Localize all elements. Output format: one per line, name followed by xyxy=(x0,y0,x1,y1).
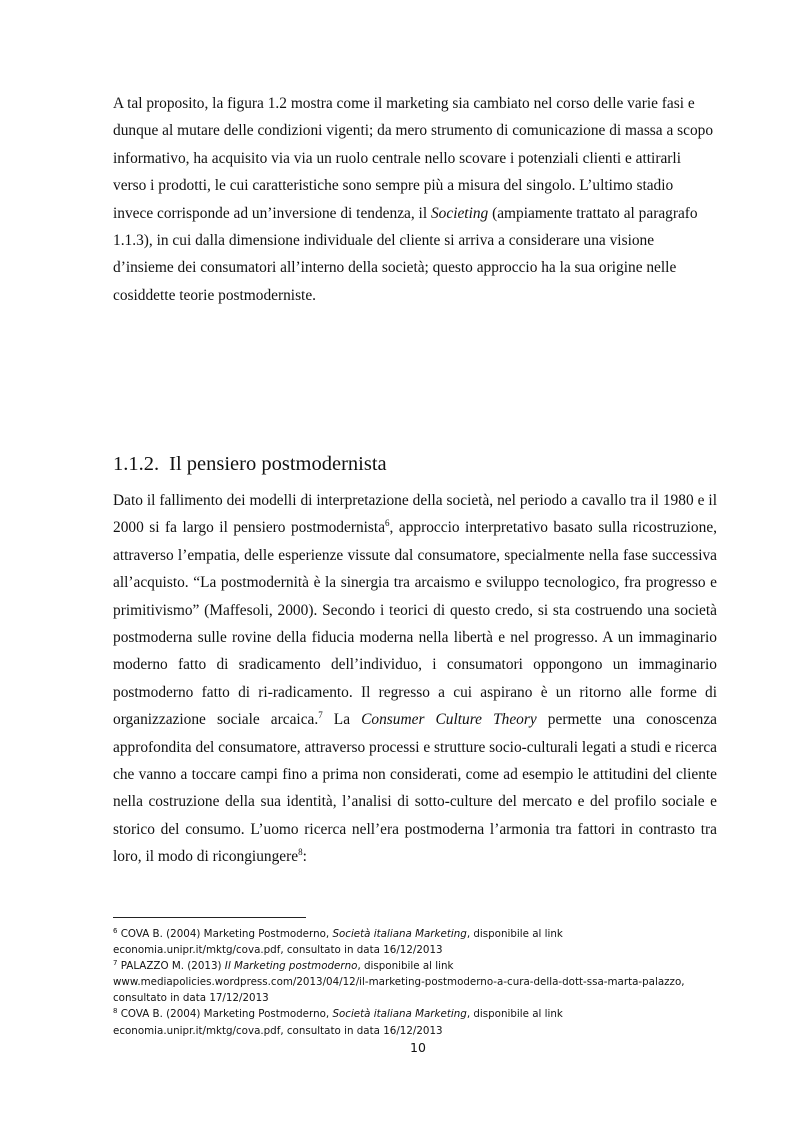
footnote-number: 7 xyxy=(113,959,118,968)
footnote-link-text: economia.unipr.it/mktg/cova.pdf, consultato in data 16/12/2013 xyxy=(113,944,443,957)
footnote-number: 6 xyxy=(113,927,118,935)
footnotes xyxy=(113,926,723,1039)
footnote-ref-8[interactable]: 8 xyxy=(298,847,303,858)
main-paragraph-text: Dato il fallimento dei modelli di interpretazione della società, nel periodo a cavallo tra il 1980 e il 2000 si fa largo il pensiero postmodernista$^6$, approccio interpretativo basato sulla ricostruzione, attraverso l’empatia, delle esperienze vissute dal consumatore, specialmente nella fase successiva all’acquisto. “La postmodernità è la sinergia tra arcaismo e sviluppo tecnologico, fra progresso e primitivismo” (Maffesoli, 2000). Secondo i teorici di questo credo, si sta costruendo una società postmoderna sulle rovine della fiducia moderna nella libertà e nel progresso. A un immaginario moderno fatto di sradicamento dell’individuo, i consumatori oppongono un immaginario postmoderno fatto di ri-radicamento. Il regresso a cui aspirano è un ritorno alle forme di organizzazione sociale arcaica.$^7$ La Consumer Culture Theory permette una conoscenza approfondita del consumatore, attraverso processi e strutture socio-culturali legati a studi e ricerca che vanno a toccare campi fino a prima non considerati, come ad esempio le attitudini del cliente nella costruzione della sua identità, l’analisi di sotto-culture del mercato e del profilo sociale e storico del consumo. L’uomo ricerca nell’era postmoderna l’armonia tra fattori in contrasto tra loro, il modo di ricongiungere$^8$: xyxy=(113,492,717,866)
page-number: 10 xyxy=(410,1040,426,1055)
footnote-item: $^7$ PALAZZO M. (2013) Il Marketing postmoderno, disponibile al link www.mediapolicies.wordpress.com/2013/04/12/il-marketing-postmoderno-a-cura-della-dott-ssa-marta-palazzo, consultato in data 17/12/2013 xyxy=(113,958,723,1006)
footnote-item: $^6$ COVA B. (2004) Marketing Postmoderno, Società italiana Marketing, disponibile al link economia.unipr.it/mktg/cova.pdf, consultato in data 16/12/2013 xyxy=(113,926,723,958)
footnote-separator xyxy=(113,917,306,918)
footnote-number: 8 xyxy=(113,1007,118,1016)
intro-paragraph-text: A tal proposito, la figura 1.2 mostra come il marketing sia cambiato nel corso delle varie fasi e dunque al mutare delle condizioni vigenti; da mero strumento di comunicazione di massa a scopo informativo, ha acquisito via via un ruolo centrale nello scovare i potenziali clienti e attirarli verso i prodotti, le cui caratteristiche sono sempre più a misura del singolo. L’ultimo stadio invece corrisponde ad un’inversione di tendenza, il Societing (ampiamente trattato al paragrafo 1.1.3), in cui dalla dimensione individuale del cliente si arriva a considerare una visione d’insieme dei consumatori all’interno della società; questo approccio ha la sua origine nelle cosiddette teorie postmoderniste. xyxy=(113,95,714,304)
main-paragraph xyxy=(113,487,717,871)
footnote-link-text: www.mediapolicies.wordpress.com/2013/04/12/il-marketing-postmoderno-a-cura-della-dott-ssa-marta-palazzo, consultato in data 17/12/2013 xyxy=(113,976,685,1005)
section-number: 1.1.2. xyxy=(113,453,160,475)
italic-term-cct: Consumer Culture Theory xyxy=(361,711,537,729)
footnote-link-text: economia.unipr.it/mktg/cova.pdf, consultato in data 16/12/2013 xyxy=(113,1024,443,1037)
footnote-item: $^8$ COVA B. (2004) Marketing Postmoderno, Società italiana Marketing, disponibile al link economia.unipr.it/mktg/cova.pdf, consultato in data 16/12/2013 xyxy=(113,1006,723,1038)
footnote-ref-6[interactable]: 6 xyxy=(385,518,390,529)
section-title: Il pensiero postmodernista xyxy=(169,453,387,475)
italic-term-societing: Societing xyxy=(430,204,489,222)
footnote-ref-7[interactable]: 7 xyxy=(318,710,323,721)
section-heading xyxy=(113,450,387,478)
intro-paragraph xyxy=(113,90,717,309)
